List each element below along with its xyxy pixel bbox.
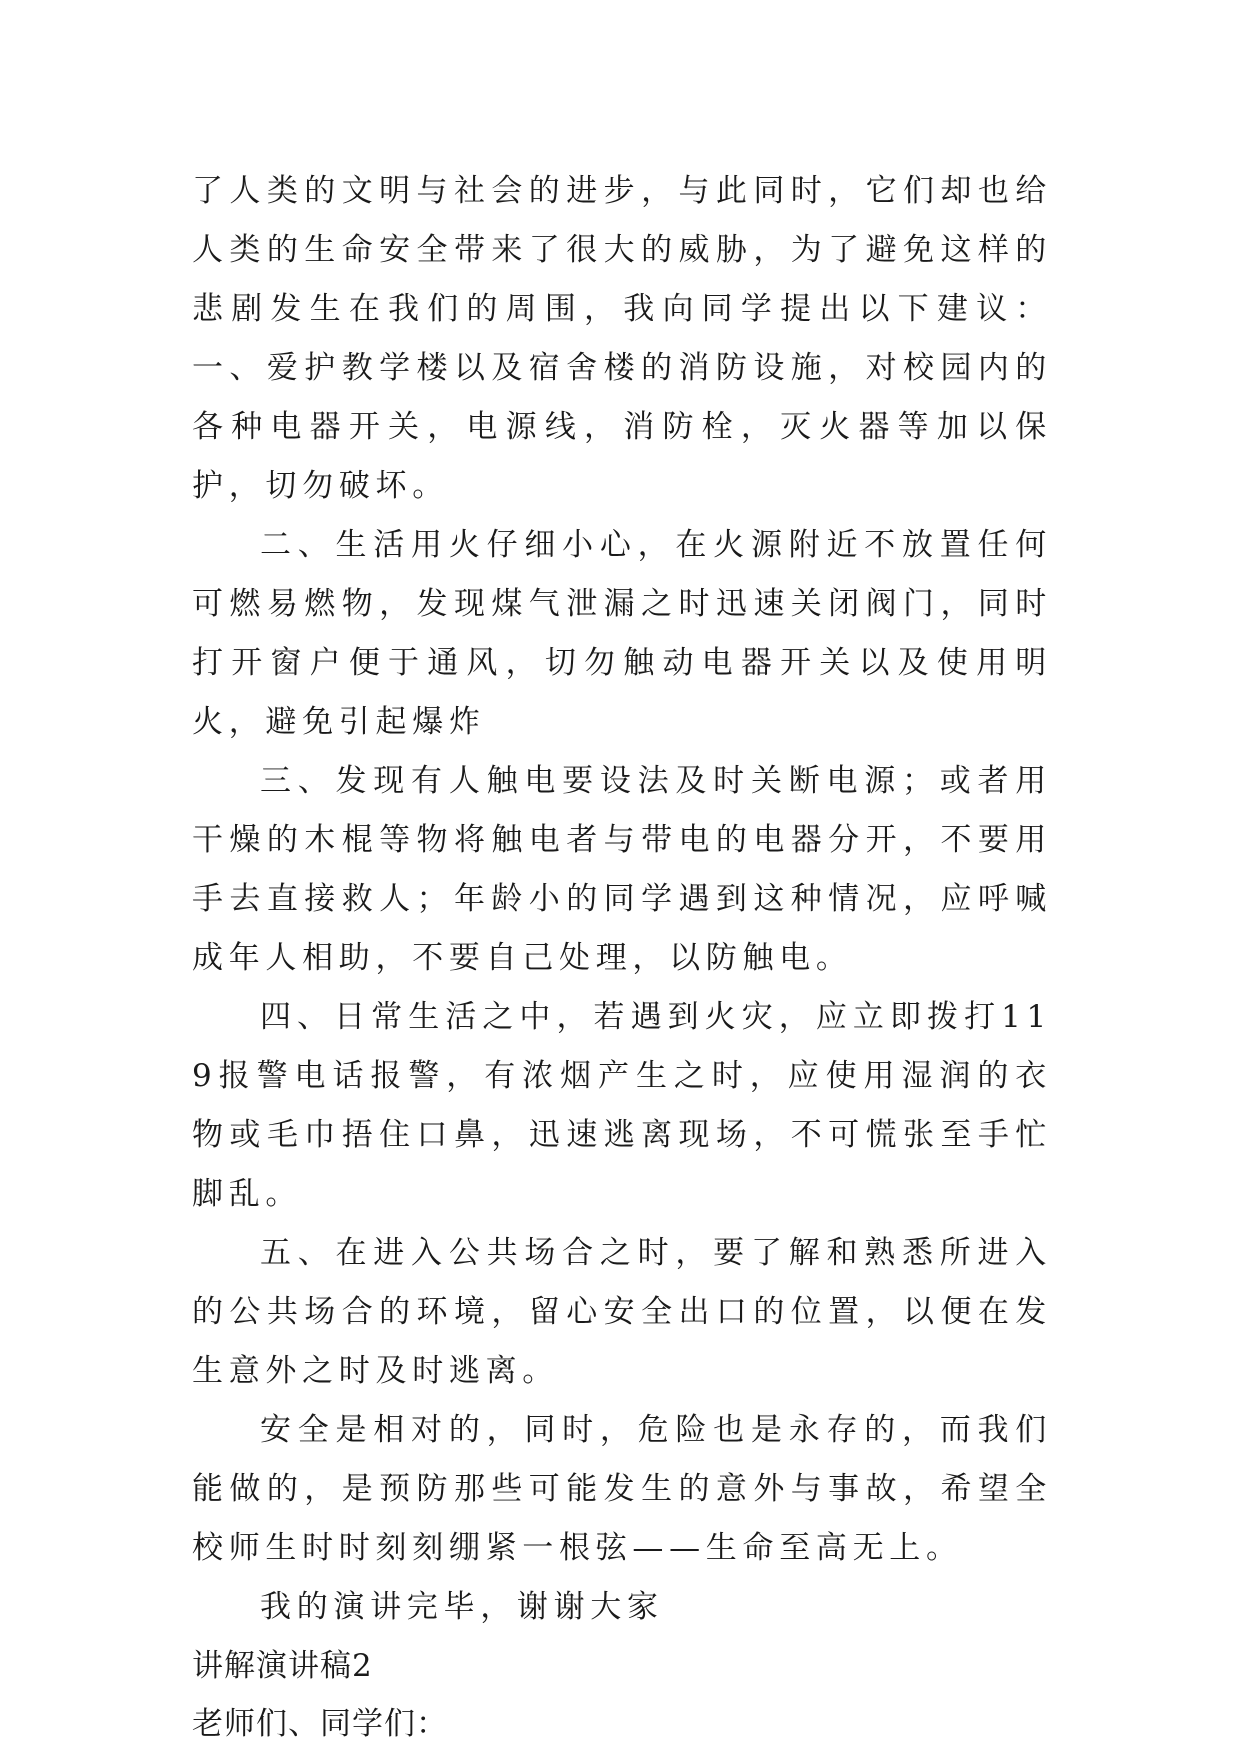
paragraph-3: 三、发现有人触电要设法及时关断电源；或者用干燥的木棍等物将触电者与带电的电器分开，不要用手去直接救人；年龄小的同学遇到这种情况，应呼喊成年人相助，不要自己处理，以防触电。 — [192, 763, 1052, 976]
closing-line: 我的演讲完毕，谢谢大家 — [260, 1589, 664, 1625]
paragraph-4: 四、日常生活之中，若遇到火灾，应立即拨打119报警电话报警，有浓烟产生之时，应使用湿润的衣物或毛巾捂住口鼻，迅速逃离现场，不可慌张至手忙脚乱。 — [192, 999, 1052, 1212]
section-title: 讲解演讲稿2 — [192, 1648, 373, 1684]
paragraph-2: 二、生活用火仔细小心，在火源附近不放置任何可燃易燃物，发现煤气泄漏之时迅速关闭阀门，同时打开窗户便于通风，切勿触动电器开关以及使用明火，避免引起爆炸 — [192, 527, 1052, 740]
paragraph-1: 了人类的文明与社会的进步，与此同时，它们却也给人类的生命安全带来了很大的威胁，为了避免这样的悲剧发生在我们的周围，我向同学提出以下建议：一、爱护教学楼以及宿舍楼的消防设施，对校园内的各种电器开关，电源线，消防栓，灭火器等加以保护，切勿破坏。 — [192, 173, 1052, 504]
salutation: 老师们、同学们： — [192, 1706, 448, 1742]
paragraph-5: 五、在进入公共场合之时，要了解和熟悉所进入的公共场合的环境，留心安全出口的位置，以便在发生意外之时及时逃离。 — [192, 1235, 1052, 1389]
paragraph-6: 安全是相对的，同时，危险也是永存的，而我们能做的，是预防那些可能发生的意外与事故，希望全校师生时时刻刻绷紧一根弦——生命至高无上。 — [192, 1412, 1052, 1566]
document-body — [192, 162, 1052, 1753]
